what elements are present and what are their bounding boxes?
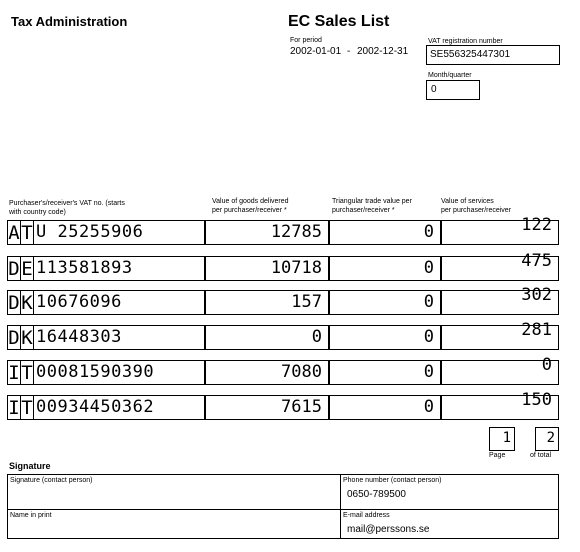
country-code	[8, 361, 34, 384]
services-value-field[interactable]	[441, 320, 559, 350]
country-code-char: T	[21, 362, 33, 384]
services-value: 122	[521, 215, 552, 235]
goods-value: 7080	[281, 362, 322, 382]
period-separator: -	[347, 46, 351, 57]
period-from: 2002-01-01	[290, 46, 342, 57]
services-value: 302	[521, 285, 552, 305]
triangular-value: 0	[423, 222, 434, 242]
goods-value-field[interactable]	[205, 290, 329, 315]
triangular-value: 0	[423, 327, 434, 347]
services-value: 475	[521, 251, 552, 271]
table-row	[7, 320, 559, 350]
phone-field[interactable]	[340, 474, 559, 510]
triangular-value-field[interactable]	[329, 360, 441, 385]
services-value-field[interactable]	[441, 285, 559, 315]
country-code	[8, 291, 34, 314]
services-value: 150	[521, 390, 552, 410]
country-code-char: K	[21, 327, 33, 349]
column-header-vat-no: Purchaser's/receiver's VAT no. (starts with country code)	[9, 200, 125, 216]
table-row	[7, 285, 559, 315]
country-code-char: E	[21, 258, 33, 280]
name-in-print-label: Name in print	[10, 512, 52, 519]
triangular-value-field[interactable]	[329, 220, 441, 245]
triangular-value-field[interactable]	[329, 325, 441, 350]
goods-value: 10718	[270, 258, 322, 278]
country-code	[8, 257, 34, 280]
services-value-field[interactable]	[441, 390, 559, 420]
name-in-print-field[interactable]	[7, 509, 341, 539]
email-label: E-mail address	[343, 512, 390, 519]
month-quarter-field[interactable]	[426, 80, 480, 100]
signature-heading: Signature	[9, 461, 51, 471]
goods-value: 12785	[270, 222, 322, 242]
email-value: mail@perssons.se	[347, 524, 430, 535]
triangular-value-field[interactable]	[329, 256, 441, 281]
services-value-field[interactable]	[441, 355, 559, 385]
signature-label: Signature (contact person)	[10, 477, 93, 484]
vat-number-field[interactable]	[7, 220, 205, 245]
period-label: For period	[290, 37, 322, 44]
period-to: 2002-12-31	[357, 46, 409, 57]
total-pages-label: of total	[530, 452, 552, 459]
page-number-value: 1	[502, 430, 511, 446]
triangular-value-field[interactable]	[329, 395, 441, 420]
goods-value: 7615	[281, 397, 322, 417]
country-code	[8, 396, 34, 419]
vat-number-field[interactable]	[7, 290, 205, 315]
services-value: 0	[541, 355, 552, 375]
triangular-value: 0	[423, 397, 434, 417]
vat-registration-label: VAT registration number	[428, 38, 503, 45]
goods-value-field[interactable]	[205, 395, 329, 420]
vat-number: 10676096	[36, 292, 122, 312]
total-pages-field[interactable]	[535, 427, 559, 451]
column-header-goods-value: Value of goods delivered per purchaser/receiver *	[212, 198, 289, 214]
country-code-char: D	[8, 327, 20, 349]
vat-number-field[interactable]	[7, 360, 205, 385]
goods-value-field[interactable]	[205, 360, 329, 385]
triangular-value-field[interactable]	[329, 290, 441, 315]
country-code-char: K	[21, 292, 33, 314]
email-field[interactable]	[340, 509, 559, 539]
vat-number: 113581893	[36, 258, 133, 278]
country-code-char: D	[8, 292, 20, 314]
vat-number: 00081590390	[36, 362, 155, 382]
triangular-value: 0	[423, 292, 434, 312]
signature-field[interactable]	[7, 474, 341, 510]
vat-registration-field[interactable]	[426, 45, 560, 65]
country-code-char: D	[8, 258, 20, 280]
country-code-char: I	[8, 397, 20, 419]
column-header-triangular-value: Triangular trade value per purchaser/receiver *	[332, 198, 412, 214]
vat-number: 00934450362	[36, 397, 155, 417]
goods-value-field[interactable]	[205, 325, 329, 350]
vat-number: U 25255906	[36, 222, 144, 242]
total-pages-value: 2	[546, 430, 555, 446]
form-title: EC Sales List	[288, 13, 390, 30]
month-quarter-value: 0	[431, 84, 437, 95]
page-label: Page	[489, 452, 506, 459]
country-code-char: T	[21, 222, 33, 244]
triangular-value: 0	[423, 258, 434, 278]
country-code	[8, 326, 34, 349]
country-code-char: I	[8, 362, 20, 384]
goods-value-field[interactable]	[205, 256, 329, 281]
triangular-value: 0	[423, 362, 434, 382]
agency-name: Tax Administration	[11, 14, 128, 29]
country-code	[8, 221, 34, 244]
country-code-char: T	[21, 397, 33, 419]
phone-value: 0650-789500	[347, 489, 406, 500]
column-header-services-value: Value of services per purchaser/receiver	[441, 198, 512, 214]
services-value: 281	[521, 320, 552, 340]
goods-value-field[interactable]	[205, 220, 329, 245]
table-row	[7, 251, 559, 281]
services-value-field[interactable]	[441, 251, 559, 281]
month-quarter-label: Month/quarter	[428, 72, 472, 79]
vat-number-field[interactable]	[7, 325, 205, 350]
phone-label: Phone number (contact person)	[343, 477, 442, 484]
goods-value: 157	[291, 292, 322, 312]
table-row	[7, 215, 559, 245]
vat-number: 16448303	[36, 327, 122, 347]
vat-number-field[interactable]	[7, 395, 205, 420]
country-code-char: A	[8, 222, 20, 244]
vat-number-field[interactable]	[7, 256, 205, 281]
goods-value: 0	[311, 327, 322, 347]
table-row	[7, 355, 559, 385]
table-row	[7, 390, 559, 420]
services-value-field[interactable]	[441, 215, 559, 245]
page-number-field[interactable]	[489, 427, 515, 451]
vat-registration-value: SE556325447301	[430, 49, 511, 60]
